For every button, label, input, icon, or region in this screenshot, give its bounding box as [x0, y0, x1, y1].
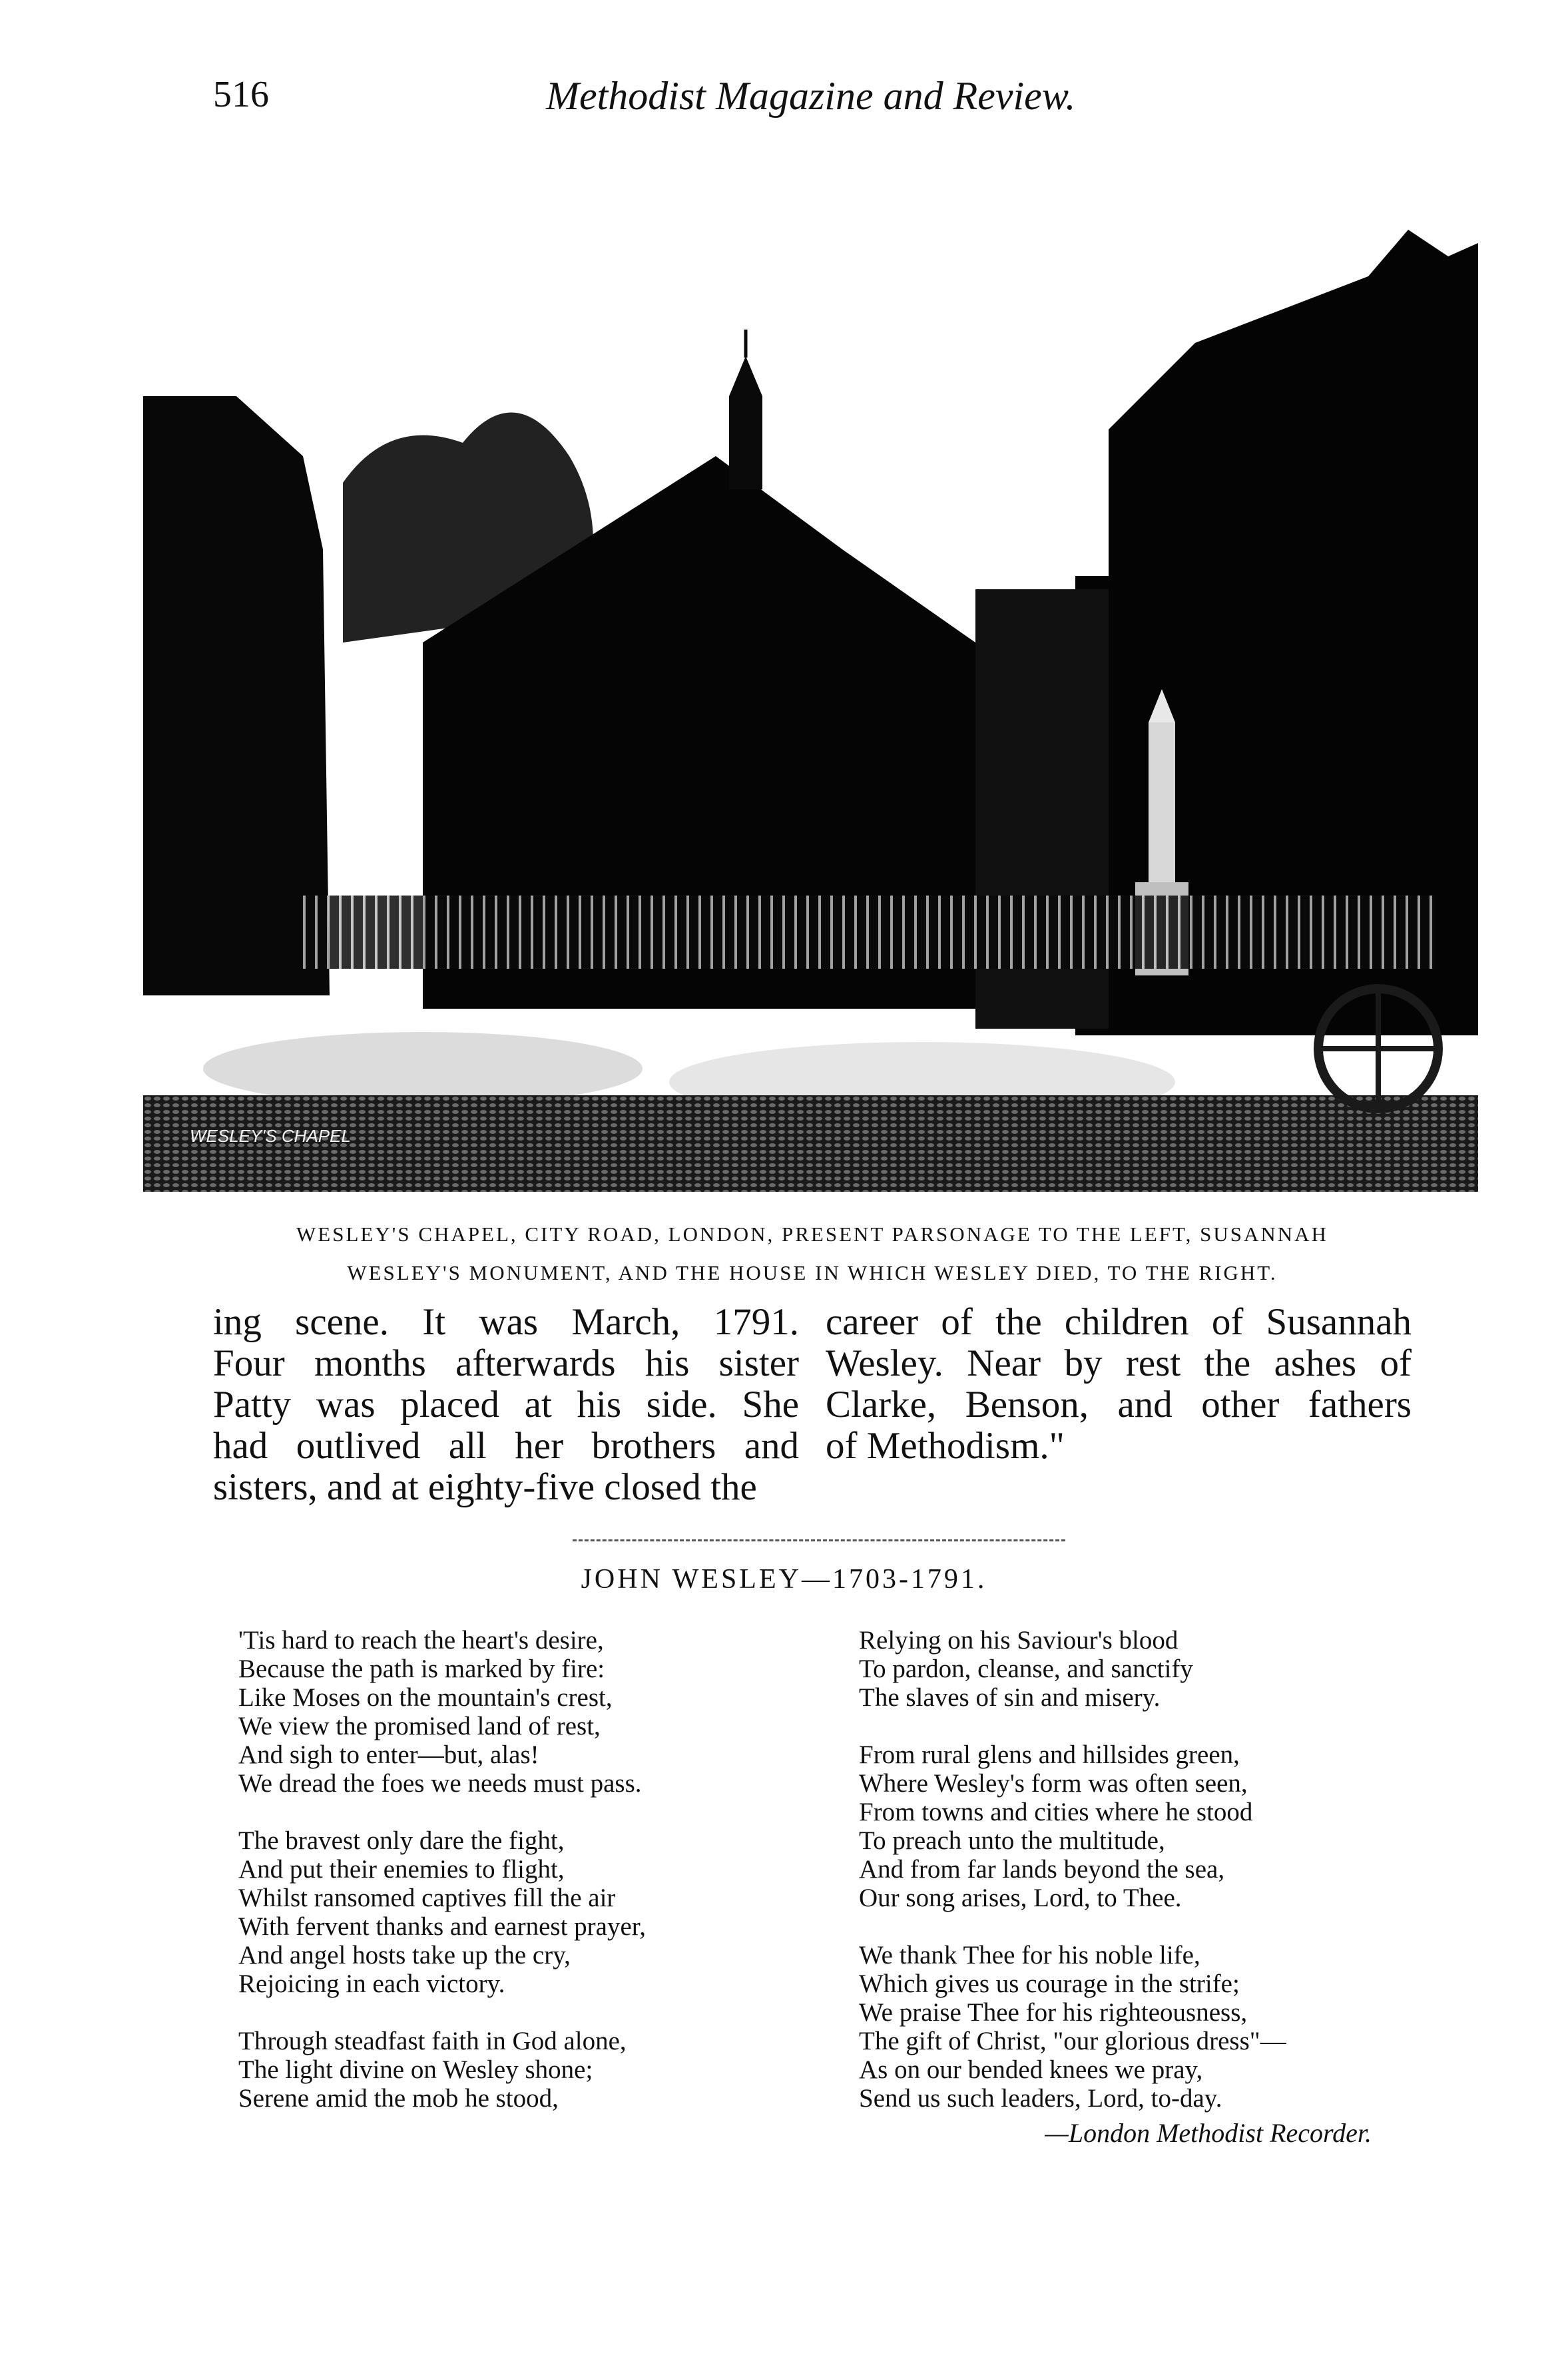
- poem-line: We praise Thee for his righteousness,: [859, 1998, 1248, 2027]
- poem-line: And put their enemies to flight,: [238, 1855, 565, 1884]
- section-divider: [573, 1539, 1065, 1541]
- poem-column-right: [859, 1626, 1432, 2141]
- poem-title: JOHN WESLEY—1703-1791.: [581, 1564, 987, 1595]
- poem-stanza: [238, 1826, 811, 1998]
- poem-line: Our song arises, Lord, to Thee.: [859, 1884, 1182, 1912]
- prose-line: had outlived all her brothers and: [213, 1425, 799, 1467]
- poem-line: 'Tis hard to reach the heart's desire,: [238, 1626, 604, 1655]
- prose-column-left: [213, 1302, 799, 1508]
- poem-line: Serene amid the mob he stood,: [238, 2084, 559, 2113]
- poem-line: Through steadfast faith in God alone,: [238, 2027, 627, 2055]
- prose-line: Patty was placed at his side. She: [213, 1384, 799, 1426]
- poem-line: Rejoicing in each victory.: [238, 1970, 505, 1998]
- poem-stanza: [859, 1626, 1432, 1712]
- poem-stanza: [859, 1941, 1432, 2113]
- chapel-photograph: [143, 176, 1478, 1192]
- page-header: [213, 73, 1398, 133]
- chapel-sign-label: WESLEY'S CHAPEL: [190, 1126, 351, 1146]
- poem-line: Whilst ransomed captives fill the air: [238, 1884, 616, 1912]
- prose-line: ing scene. It was March, 1791.: [213, 1301, 799, 1343]
- page-number: 516: [213, 74, 269, 115]
- poem-line: Where Wesley's form was often seen,: [859, 1769, 1248, 1798]
- prose-line: Four months afterwards his sister: [213, 1342, 799, 1384]
- prose-line: Wesley. Near by rest the ashes of: [826, 1342, 1412, 1384]
- chapel-photo-illustration: [143, 176, 1478, 1192]
- poem-line: The gift of Christ, "our glorious dress"—: [859, 2027, 1286, 2055]
- poem-line: To pardon, cleanse, and sanctify: [859, 1655, 1193, 1683]
- running-title: Methodist Magazine and Review.: [546, 74, 1076, 118]
- poem-line: Which gives us courage in the strife;: [859, 1970, 1240, 1998]
- poem-line: And sigh to enter—but, alas!: [238, 1740, 539, 1769]
- poem-line: To preach unto the multitude,: [859, 1826, 1165, 1855]
- poem-line: From towns and cities where he stood: [859, 1798, 1253, 1826]
- poem-line: Send us such leaders, Lord, to-day.: [859, 2084, 1222, 2113]
- poem-line: With fervent thanks and earnest prayer,: [238, 1912, 646, 1941]
- poem-line: Because the path is marked by fire:: [238, 1655, 605, 1683]
- caption-line: WESLEY'S CHAPEL, CITY ROAD, LONDON, PRESENT PARSONAGE TO THE LEFT, SUSANNAH: [296, 1222, 1328, 1246]
- prose-line: career of the children of Susannah: [826, 1301, 1412, 1343]
- poem-line: We view the promised land of rest,: [238, 1712, 601, 1740]
- prose-line: sisters, and at eighty-five closed the: [213, 1466, 757, 1508]
- prose-column-right: [826, 1302, 1412, 1467]
- poem-line: We thank Thee for his noble life,: [859, 1941, 1200, 1970]
- caption-line: WESLEY'S MONUMENT, AND THE HOUSE IN WHICH WESLEY DIED, TO THE RIGHT.: [347, 1261, 1278, 1284]
- poem-stanza: [238, 2027, 811, 2113]
- poem-line: We dread the foes we needs must pass.: [238, 1769, 642, 1798]
- poem-line: And from far lands beyond the sea,: [859, 1855, 1225, 1884]
- poem-stanza: [859, 1740, 1432, 1912]
- poem-attribution: —London Methodist Recorder.: [1045, 2118, 1372, 2148]
- poem-line: As on our bended knees we pray,: [859, 2055, 1203, 2084]
- poem-column-left: [238, 1626, 811, 2141]
- prose-line: of Methodism.": [826, 1425, 1065, 1467]
- poem-line: The slaves of sin and misery.: [859, 1683, 1161, 1712]
- poem-line: The light divine on Wesley shone;: [238, 2055, 593, 2084]
- prose-line: Clarke, Benson, and other fathers: [826, 1384, 1412, 1426]
- poem-line: And angel hosts take up the cry,: [238, 1941, 571, 1970]
- poem-line: The bravest only dare the fight,: [238, 1826, 565, 1855]
- photo-caption: [160, 1215, 1465, 1292]
- poem-line: Like Moses on the mountain's crest,: [238, 1683, 613, 1712]
- poem-line: Relying on his Saviour's blood: [859, 1626, 1178, 1655]
- poem-stanza: [238, 1626, 811, 1798]
- poem-line: From rural glens and hillsides green,: [859, 1740, 1240, 1769]
